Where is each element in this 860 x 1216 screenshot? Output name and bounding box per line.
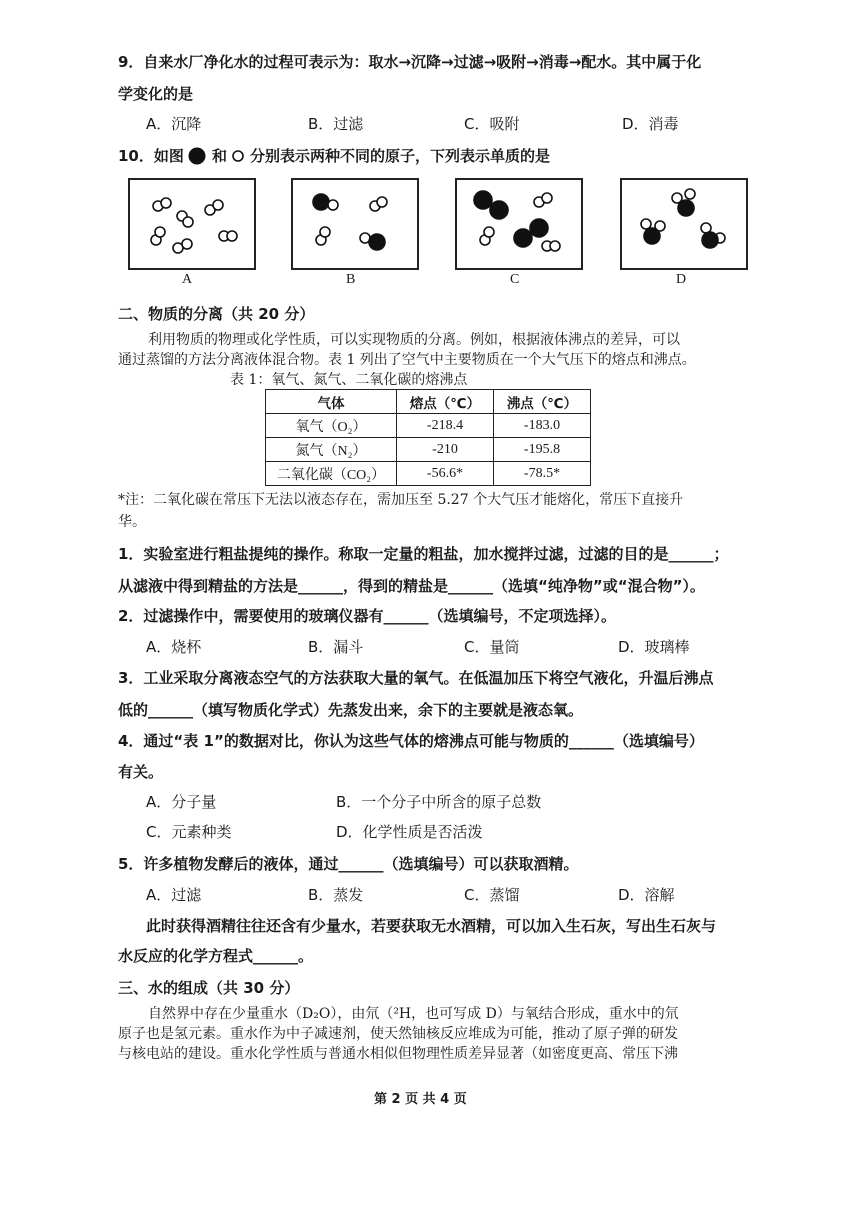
table-cell: 氮气（N₂） [266,438,397,462]
q10-prefix: 10．如图 [118,147,184,165]
s2-q4-option-a: A．分子量 [146,793,217,811]
s2-q5-option-c: C．蒸馏 [464,886,520,904]
table-cell: -78.5* [494,462,591,486]
table-note-line1: *注：二氧化碳在常压下无法以液态存在，需加压至 5.27 个大气压才能熔化，常压下直接升 [118,492,684,508]
s2-q5-line3: 水反应的化学方程式______。 [118,947,314,965]
s2-q5-option-b: B．蒸发 [308,886,364,904]
q9-option-b: B．过滤 [308,115,364,133]
box-label-d: D [676,272,687,287]
s2-q2: 2．过滤操作中，需要使用的玻璃仪器有______（选填编号，不定项选择）。 [118,607,616,625]
s2-q4-line1: 4．通过“表 1”的数据对比，你认为这些气体的熔沸点可能与物质的______（选填编号） [118,732,704,750]
table-note-line2: 华。 [118,514,146,530]
q9-option-a: A．沉降 [146,115,202,133]
q9-option-d: D．消毒 [622,115,679,133]
box-label-c: C [510,272,520,287]
molecule-box-d [620,178,748,270]
s2-q2-option-a: A．烧杯 [146,638,202,656]
section2-intro-line2: 通过蒸馏的方法分离液体混合物。表 1 列出了空气中主要物质在一个大气压下的熔点和沸点。 [118,352,696,368]
header-melting: 熔点（℃） [397,390,494,414]
box-label-a: A [182,272,193,287]
q10-and: 和 [212,147,228,165]
box-label-b: B [346,272,356,287]
table-row [266,414,591,438]
s2-q2-option-c: C．量筒 [464,638,520,656]
section3-para-line3: 与核电站的建设。重水化学性质与普通水相似但物理性质差异显著（如密度更高、常压下沸 [118,1046,678,1062]
section2-heading: 二、物质的分离（共 20 分） [118,305,315,323]
page-footer: 第 2 页 共 4 页 [374,1092,467,1107]
table-cell: -218.4 [397,414,494,438]
table-cell: -210 [397,438,494,462]
q9-option-c: C．吸附 [464,115,520,133]
table-cell: 氧气（O₂） [266,414,397,438]
table-caption: 表 1：氧气、氮气、二氧化碳的熔沸点 [230,372,468,388]
s2-q3-line1: 3．工业采取分离液态空气的方法获取大量的氧气。在低温加压下将空气液化，升温后沸点 [118,669,714,687]
molecule-box-b [291,178,419,270]
s2-q4-line2: 有关。 [118,763,164,781]
header-boiling: 沸点（℃） [494,390,591,414]
s2-q5-option-a: A．过滤 [146,886,202,904]
s2-q4-option-c: C．元素种类 [146,823,232,841]
table-row [266,462,591,486]
s2-q2-option-b: B．漏斗 [308,638,364,656]
section3-para-line2: 原子也是氢元素。重水作为中子减速剂，使天然铀核反应堆成为可能，推动了原子弹的研发 [118,1026,678,1042]
table-cell: -56.6* [397,462,494,486]
section3-heading: 三、水的组成（共 30 分） [118,979,300,997]
melting-boiling-table [265,389,591,486]
q9-line2: 学变化的是 [118,85,194,103]
s2-q1-line1: 1．实验室进行粗盐提纯的操作。称取一定量的粗盐，加水搅拌过滤，过滤的目的是______； [118,545,729,563]
table-row [266,438,591,462]
header-gas: 气体 [266,390,397,414]
table-cell: -195.8 [494,438,591,462]
table-header-row [266,390,591,414]
s2-q4-option-d: D．化学性质是否活泼 [336,823,483,841]
table-cell: -183.0 [494,414,591,438]
s2-q4-option-b: B．一个分子中所含的原子总数 [336,793,542,811]
white-atom-icon [230,148,246,164]
s2-q1-line2: 从滤液中得到精盐的方法是______，得到的精盐是______（选填“纯净物”或“混合物”）。 [118,577,705,595]
section2-intro-line1: 利用物质的物理或化学性质，可以实现物质的分离。例如，根据液体沸点的差异，可以 [148,332,680,348]
s2-q5-option-d: D．溶解 [618,886,675,904]
black-atom-icon [186,146,208,166]
molecule-box-c [455,178,583,270]
section3-para-line1: 自然界中存在少量重水（D₂O），由氘（²H，也可写成 D）与氧结合形成，重水中的氘 [148,1006,679,1022]
s2-q2-option-d: D．玻璃棒 [618,638,690,656]
molecule-box-a [128,178,256,270]
q9-line1: 9．自来水厂净化水的过程可表示为：取水→沉降→过滤→吸附→消毒→配水。其中属于化 [118,53,702,71]
q10-suffix: 分别表示两种不同的原子，下列表示单质的是 [250,147,551,165]
table-cell: 二氧化碳（CO₂） [266,462,397,486]
s2-q5-line2: 此时获得酒精往往还含有少量水，若要获取无水酒精，可以加入生石灰，写出生石灰与 [146,917,717,935]
s2-q5: 5．许多植物发酵后的液体，通过______（选填编号）可以获取酒精。 [118,855,579,873]
s2-q3-line2: 低的______（填写物质化学式）先蒸发出来，余下的主要就是液态氧。 [118,701,584,719]
